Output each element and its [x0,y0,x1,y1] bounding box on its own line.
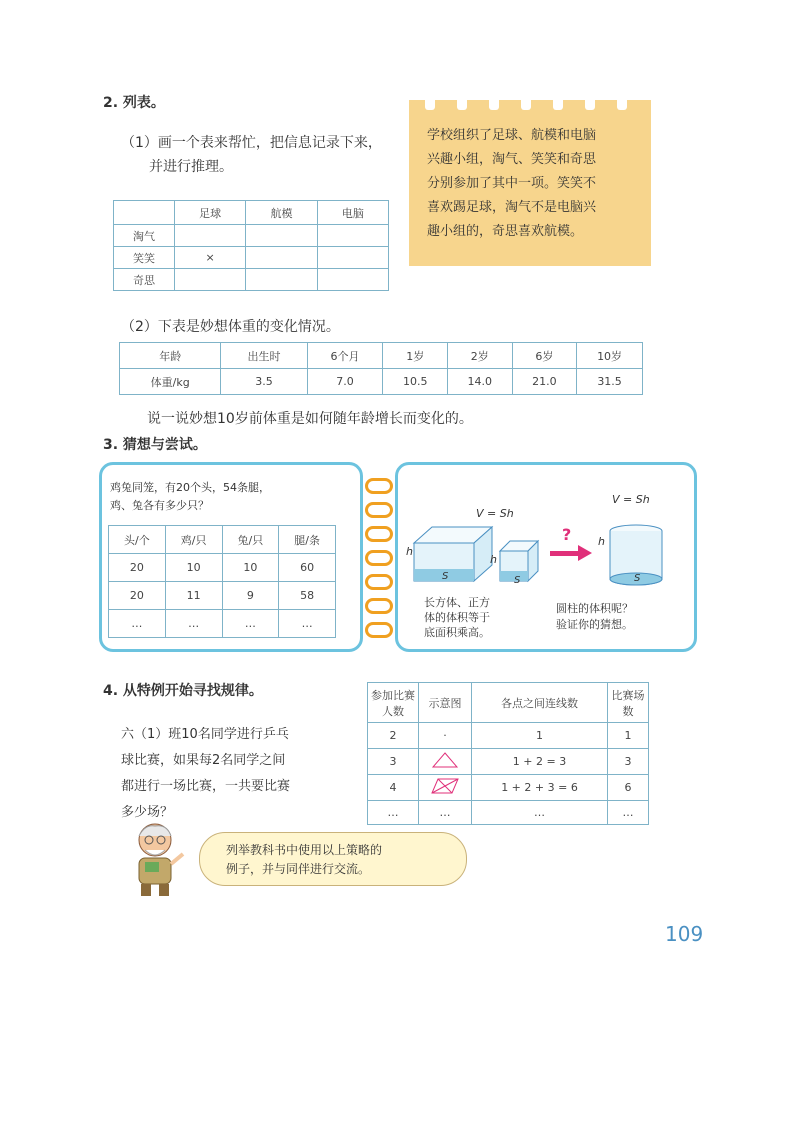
q1-line2: 并进行推理。 [149,159,233,175]
table-header: 比赛场数 [608,683,649,723]
cylinder-volume-text [556,601,633,633]
spiral-ring-icon [365,574,393,590]
table-cell: 31.5 [577,369,643,395]
table-cell: … [222,610,279,638]
table-cell: 奇思 [114,269,175,291]
table-cell: 3 [608,749,649,775]
table-cell: 4 [368,775,419,801]
note-tabs-icon [409,94,651,116]
formula-cube: V = Sh [476,507,514,520]
weight-table [119,342,643,395]
table-cell: … [109,610,166,638]
h-label-small: h [490,553,497,566]
table-header [114,201,175,225]
table-header: 电脑 [317,201,388,225]
table-cell: 7.0 [307,369,383,395]
table-cell: 1 + 2 = 3 [472,749,608,775]
cube-text-line: 长方体、正方 [424,596,490,609]
sec4-text-line: 多少场？ [121,805,174,820]
section-4-text [121,722,290,826]
table-cell: 20 [109,554,166,582]
table-cell [246,225,317,247]
table-cell: 年龄 [120,343,221,369]
s-label-cylinder: S [634,573,641,584]
interest-table [113,200,389,291]
table-cell [246,269,317,291]
note-line: 分别参加了其中一项。笑笑不 [427,176,597,191]
spiral-ring-icon [365,550,393,566]
table-cell: 体重/kg [120,369,221,395]
spiral-ring-icon [365,622,393,638]
chicken-rabbit-text2: 鸡、兔各有多少只？ [110,499,209,512]
table-cell: … [279,610,336,638]
table-cell: 10.5 [383,369,448,395]
q2-text: （2）下表是妙想体重的变化情况。 [121,319,340,335]
table-cell: 出生时 [221,343,307,369]
table-cell: 10岁 [577,343,643,369]
table-cell: 6 [608,775,649,801]
table-cell: 2 [368,723,419,749]
chicken-rabbit-text1: 鸡兔同笼，有20个头，54条腿， [110,481,270,494]
speech-bubble [199,832,467,886]
section-2-title: 2. 列表。 [103,95,165,111]
q2-say: 说一说妙想10岁前体重是如何随年龄增长而变化的。 [147,411,473,427]
cyl-text-line: 圆柱的体积呢？ [556,602,633,615]
table-cell: … [419,801,472,825]
table-cell: 20 [109,582,166,610]
table-cell: 9 [222,582,279,610]
table-cell: 58 [279,582,336,610]
note-line: 趣小组的，奇思喜欢航模。 [427,224,584,239]
chicken-rabbit-table [108,525,336,638]
section-3-title: 3. 猜想与尝试。 [103,437,207,453]
spiral-ring-icon [365,478,393,494]
question-mark: ? [562,525,572,544]
table-cell: 14.0 [448,369,513,395]
table-cell: 6个月 [307,343,383,369]
note-line: 学校组织了足球、航模和电脑 [427,128,597,143]
table-header: 腿/条 [279,526,336,554]
table-cell: 6岁 [512,343,577,369]
table-cell: 11 [165,582,222,610]
table-header: 鸡/只 [165,526,222,554]
cube-text-line: 底面积乘高。 [424,626,490,639]
table-header: 航模 [246,201,317,225]
table-cell: … [368,801,419,825]
formula-cylinder: V = Sh [612,493,650,506]
spiral-ring-icon [365,598,393,614]
table-cell: 1 + 2 + 3 = 6 [472,775,608,801]
table-cell: … [472,801,608,825]
page-number: 109 [665,922,704,946]
teacher-character-icon [125,820,189,898]
table-header: 参加比赛人数 [368,683,419,723]
table-cell: 21.0 [512,369,577,395]
table-cell: … [608,801,649,825]
cube-text-line: 体的体积等于 [424,611,490,624]
h-label-cube: h [406,545,413,558]
table-cell: 笑笑 [114,247,175,269]
table-cell: 2岁 [448,343,513,369]
speech-line: 列举教科书中使用以上策略的 [226,843,383,857]
table-header: 各点之间连线数 [472,683,608,723]
solids-illustration [404,521,694,595]
table-cell [175,225,246,247]
spiral-ring-icon [365,502,393,518]
table-cell: 60 [279,554,336,582]
speech-text [226,841,382,879]
h-label-cylinder: h [598,535,605,548]
table-cell: 1 [472,723,608,749]
table-header: 兔/只 [222,526,279,554]
note-text [427,124,596,244]
sec4-text-line: 球比赛，如果每2名同学之间 [121,753,286,768]
right-notebook-panel [395,462,697,652]
sec4-text-line: 六（1）班10名同学进行乒乓 [121,727,289,742]
table-cell: 10 [222,554,279,582]
table-cell: … [165,610,222,638]
table-header: 足球 [175,201,246,225]
match-table [367,682,649,825]
section-4-title: 4. 从特例开始寻找规律。 [103,683,263,699]
table-cell [317,247,388,269]
table-cell: × [175,247,246,269]
table-cell: 3 [368,749,419,775]
table-cell [246,247,317,269]
table-cell: 1岁 [383,343,448,369]
table-cell [317,269,388,291]
s-label-small: S [514,575,521,586]
triangle-diagram-icon [431,751,459,769]
note-line: 兴趣小组，淘气、笑笑和奇思 [427,152,597,167]
table-cell: 3.5 [221,369,307,395]
table-cell [419,749,472,775]
table-cell: 1 [608,723,649,749]
table-header: 头/个 [109,526,166,554]
spiral-ring-icon [365,526,393,542]
q1-line1: （1）画一个表来帮忙，把信息记录下来， [121,135,382,151]
table-header: 示意图 [419,683,472,723]
left-notebook-panel [99,462,363,652]
sec4-text-line: 都进行一场比赛，一共要比赛 [121,779,291,794]
table-cell [317,225,388,247]
table-cell [419,775,472,801]
cuboid-icon [414,527,492,581]
table-cell: 淘气 [114,225,175,247]
table-cell [175,269,246,291]
s-label-cube: S [442,571,449,582]
sticky-note [409,100,651,266]
table-cell: 10 [165,554,222,582]
textbook-page [97,50,703,950]
cyl-text-line: 验证你的猜想。 [556,618,633,631]
cube-volume-text [424,595,490,640]
speech-line: 例子，并与同伴进行交流。 [226,862,371,876]
note-line: 喜欢踢足球，淘气不是电脑兴 [427,200,597,215]
table-cell: · [419,723,472,749]
arrow-right-icon [550,545,592,561]
quadrilateral-diagram-icon [430,777,460,795]
